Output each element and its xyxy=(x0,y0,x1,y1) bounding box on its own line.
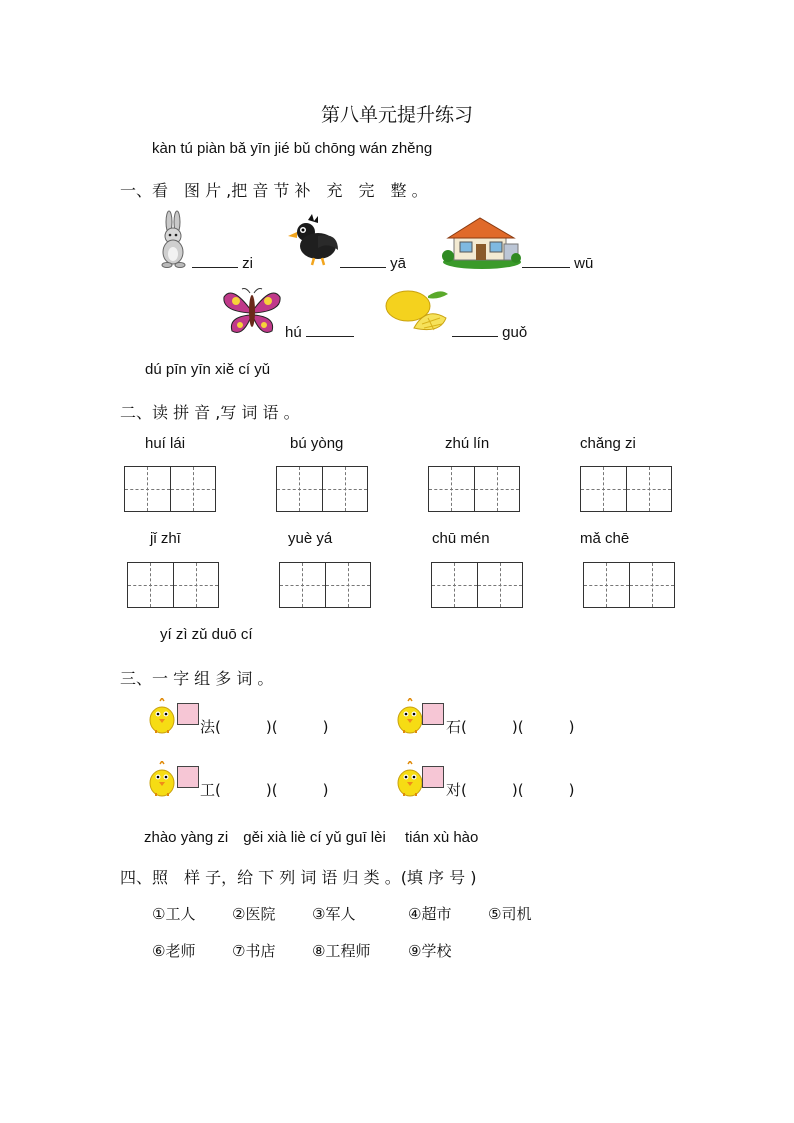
crow-icon xyxy=(288,212,340,266)
answer-blank[interactable] xyxy=(452,320,498,337)
option-item: ⑥老师 xyxy=(152,942,196,960)
writing-grid[interactable] xyxy=(276,466,368,512)
rabbit-icon xyxy=(155,210,191,268)
item-mango xyxy=(452,320,527,341)
word-pinyin: chǎng zi xyxy=(580,435,636,452)
item-butterfly xyxy=(285,320,354,341)
word-pinyin: zhú lín xyxy=(445,435,490,452)
option-item: ⑨学校 xyxy=(408,942,452,960)
option-item: ⑧工程师 xyxy=(312,942,371,960)
section2-heading: 二、读 拼 音 ,写 词 语 。 xyxy=(120,403,300,422)
item-house xyxy=(522,251,593,272)
option-item: ④超市 xyxy=(408,905,452,923)
section4-heading: 四、照 样 子，给 下 列 词 语 归 类 。(填 序 号 ) xyxy=(120,868,477,887)
writing-grid[interactable] xyxy=(279,562,371,608)
section4-pinyin: zhào yàng zi gěi xià liè cí yǔ guī lèi tián xù hào xyxy=(144,829,479,846)
section1-heading: 一、看 图 片 ,把 音 节 补 充 完 整 。 xyxy=(120,181,428,200)
page-title: 第八单元提升练习 xyxy=(320,104,473,126)
chick-icon xyxy=(148,761,176,797)
group-char: 石 xyxy=(446,718,462,736)
answer-blank[interactable] xyxy=(192,251,238,268)
section2-pinyin: dú pīn yīn xiě cí yǔ xyxy=(145,361,271,378)
section3-pinyin: yí zì zǔ duō cí xyxy=(160,626,253,643)
answer-blank[interactable] xyxy=(522,251,570,268)
pink-char-box xyxy=(422,766,444,788)
word-pinyin: chū mén xyxy=(432,530,490,547)
house-icon xyxy=(442,214,522,270)
section3-heading: 三、一 字 组 多 词 。 xyxy=(120,669,274,688)
butterfly-icon xyxy=(222,287,282,337)
group-char: 法 xyxy=(200,718,216,736)
word-pinyin: bú yòng xyxy=(290,435,344,452)
pink-char-box xyxy=(422,703,444,725)
answer-blank[interactable] xyxy=(306,320,354,337)
writing-grid[interactable] xyxy=(583,562,675,608)
chick-icon xyxy=(396,761,424,797)
answer-parens[interactable]: ( )( ) xyxy=(215,781,329,799)
option-item: ③军人 xyxy=(312,905,356,923)
word-group-item xyxy=(446,779,574,800)
chick-icon xyxy=(396,698,424,734)
option-item: ⑦书店 xyxy=(232,942,276,960)
item-text: yā xyxy=(390,255,407,272)
option-item: ⑤司机 xyxy=(488,905,532,923)
writing-grid[interactable] xyxy=(124,466,216,512)
item-crow xyxy=(340,251,406,272)
chick-icon xyxy=(148,698,176,734)
answer-blank[interactable] xyxy=(340,251,386,268)
item-text: guǒ xyxy=(502,324,528,341)
word-group-item xyxy=(200,716,328,737)
answer-parens[interactable]: ( )( ) xyxy=(215,718,329,736)
option-item: ②医院 xyxy=(232,905,276,923)
writing-grid[interactable] xyxy=(431,562,523,608)
mango-icon xyxy=(384,288,452,336)
writing-grid[interactable] xyxy=(127,562,219,608)
item-text: zi xyxy=(242,255,254,272)
word-group-item xyxy=(200,779,328,800)
item-text: wū xyxy=(574,255,594,272)
answer-parens[interactable]: ( )( ) xyxy=(461,781,575,799)
word-group-item xyxy=(446,716,574,737)
item-text: hú xyxy=(285,324,302,341)
option-item: ①工人 xyxy=(152,905,196,923)
group-char: 对 xyxy=(446,781,462,799)
item-rabbit xyxy=(192,251,253,272)
pink-char-box xyxy=(177,703,199,725)
section1-pinyin: kàn tú piàn bǎ yīn jié bǔ chōng wán zhěng xyxy=(152,140,433,157)
word-pinyin: jǐ zhī xyxy=(150,530,181,547)
writing-grid[interactable] xyxy=(580,466,672,512)
word-pinyin: yuè yá xyxy=(288,530,333,547)
word-pinyin: mǎ chē xyxy=(580,530,630,547)
pink-char-box xyxy=(177,766,199,788)
answer-parens[interactable]: ( )( ) xyxy=(461,718,575,736)
group-char: 工 xyxy=(200,781,216,799)
writing-grid[interactable] xyxy=(428,466,520,512)
word-pinyin: huí lái xyxy=(145,435,186,452)
